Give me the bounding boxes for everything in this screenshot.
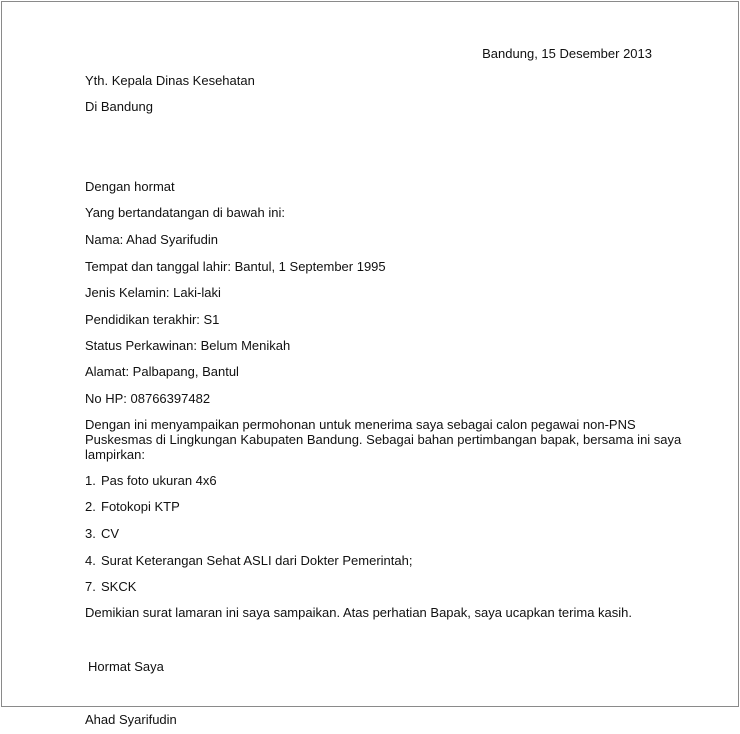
intro-text: Yang bertandatangan di bawah ini:: [85, 205, 285, 220]
attachment-number: 3.: [85, 526, 96, 541]
attachment-number: 4.: [85, 553, 96, 568]
signature-name: Ahad Syarifudin: [85, 712, 177, 727]
attachment-number: 1.: [85, 473, 96, 488]
field-phone: No HP: 08766397482: [85, 391, 211, 406]
greeting: Dengan hormat: [85, 179, 175, 194]
attachment-number: 2.: [85, 499, 96, 514]
body-paragraph: [85, 417, 682, 462]
attachment-item: [85, 473, 217, 488]
field-marital-status: Status Perkawinan: Belum Menikah: [85, 338, 291, 353]
field-name: Nama: Ahad Syarifudin: [85, 232, 218, 247]
signoff: Hormat Saya: [88, 659, 164, 674]
attachment-number: 7.: [85, 579, 96, 594]
field-birth: Tempat dan tanggal lahir: Bantul, 1 September 1995: [85, 259, 386, 274]
attachment-item: [85, 499, 180, 514]
field-address: Alamat: Palbapang, Bantul: [85, 364, 239, 379]
attachment-item: [85, 526, 119, 541]
body-line: lampirkan:: [85, 447, 145, 462]
letter-page: [1, 1, 739, 727]
attachment-text: Fotokopi KTP: [101, 499, 180, 514]
recipient-line-1: Yth. Kepala Dinas Kesehatan: [85, 73, 255, 88]
attachment-item: [85, 579, 136, 594]
field-education: Pendidikan terakhir: S1: [85, 312, 220, 327]
attachment-item: [85, 553, 412, 568]
recipient-line-2: Di Bandung: [85, 99, 153, 114]
place-date: Bandung, 15 Desember 2013: [482, 46, 652, 61]
attachment-text: Surat Keterangan Sehat ASLI dari Dokter Pemerintah;: [101, 553, 413, 568]
field-gender: Jenis Kelamin: Laki-laki: [85, 285, 221, 300]
attachment-text: SKCK: [101, 579, 137, 594]
body-line: Dengan ini menyampaikan permohonan untuk menerima saya sebagai calon pegawai non-PNS: [85, 417, 636, 432]
attachment-text: CV: [101, 526, 120, 541]
closing-text: Demikian surat lamaran ini saya sampaikan. Atas perhatian Bapak, saya ucapkan terima kasih.: [85, 605, 633, 620]
body-line: Puskesmas di Lingkungan Kabupaten Bandung. Sebagai bahan pertimbangan bapak, bersama ini saya: [85, 432, 682, 447]
attachment-text: Pas foto ukuran 4x6: [101, 473, 217, 488]
